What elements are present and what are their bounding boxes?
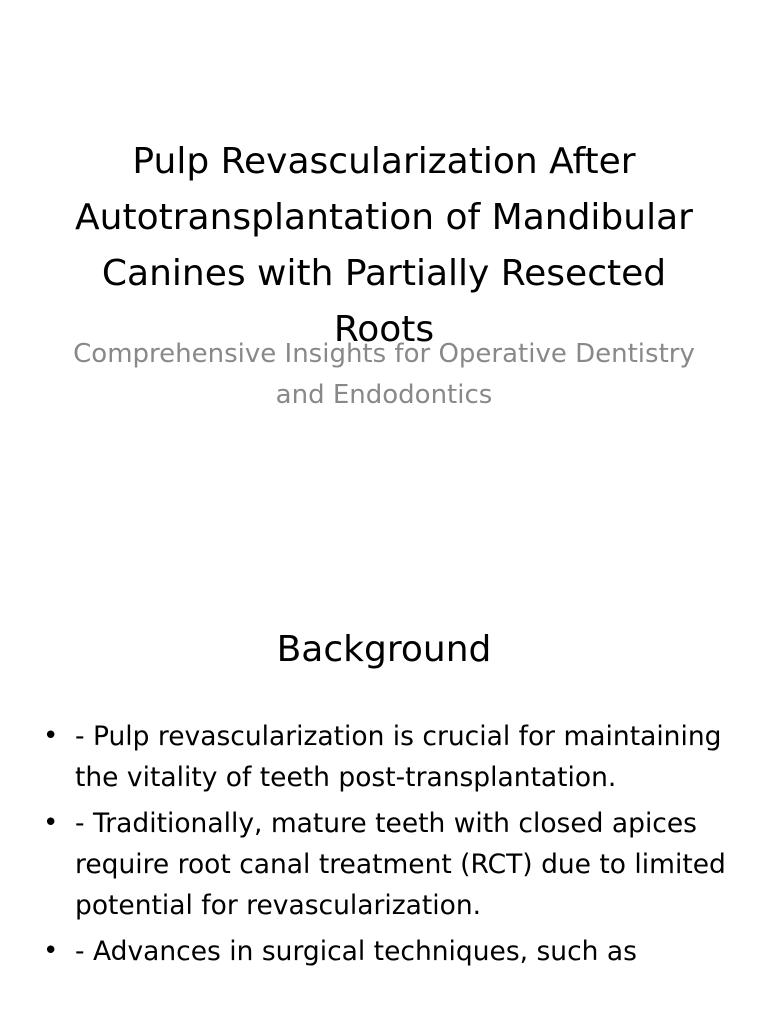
bullet-text: - Traditionally, mature teeth with closed apices require root canal treatment (RCT) due to limited potential for revascularization. [75, 808, 726, 921]
bullet-item [40, 931, 740, 972]
bullet-item [40, 803, 740, 926]
bullet-dot-icon: • [43, 721, 59, 751]
bullet-text: - Pulp revascularization is crucial for maintaining the vitality of teeth post-transplantation. [75, 721, 722, 793]
bullet-dot-icon: • [43, 808, 59, 838]
background-bullet-list [40, 716, 740, 977]
background-slide [0, 576, 768, 1024]
slide-subtitle: Comprehensive Insights for Operative Dentistry and Endodontics [73, 339, 695, 410]
bullet-item [40, 716, 740, 798]
background-heading: Background [276, 629, 492, 670]
bullet-text: - Advances in surgical techniques, such as [75, 936, 637, 967]
bullet-dot-icon: • [43, 936, 59, 966]
slide-title: Pulp Revascularization After Autotransplantation of Mandibular Canines with Partially Resected Roots [75, 141, 693, 350]
